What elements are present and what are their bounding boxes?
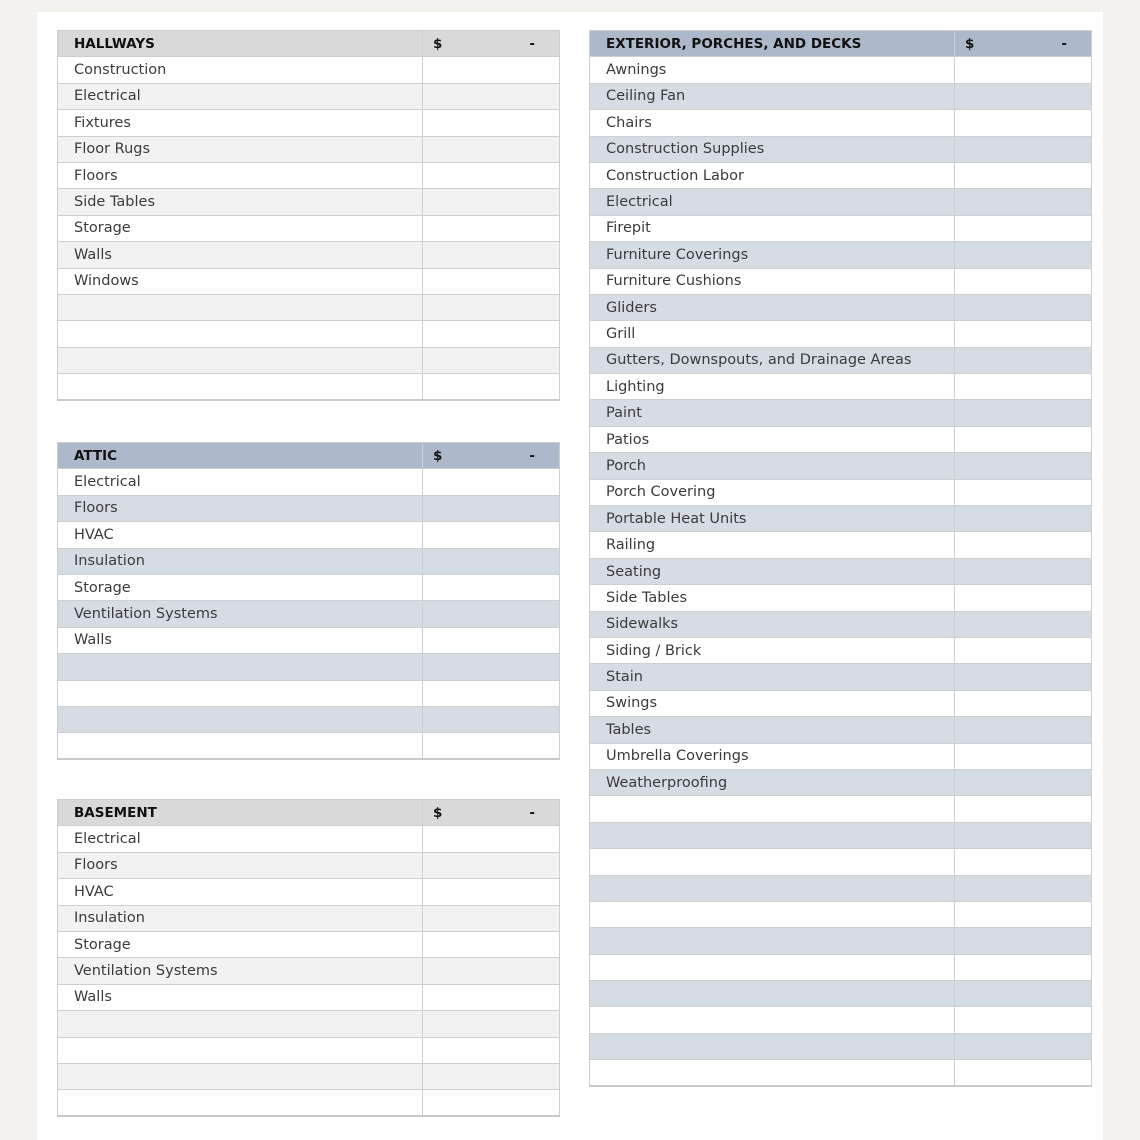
line-item-label[interactable]: HVAC <box>58 879 423 905</box>
line-item-row <box>58 495 560 521</box>
line-item-row <box>590 1033 1092 1059</box>
line-item-label[interactable]: HVAC <box>58 522 423 548</box>
line-item-label[interactable]: Patios <box>590 426 955 452</box>
line-item-row <box>58 548 560 574</box>
line-item-label[interactable]: Ventilation Systems <box>58 601 423 627</box>
line-item-label[interactable] <box>58 733 423 759</box>
line-item-label[interactable] <box>58 1037 423 1063</box>
line-item-row <box>58 347 560 373</box>
line-item-row <box>590 506 1092 532</box>
line-item-row <box>590 242 1092 268</box>
line-item-row <box>590 690 1092 716</box>
line-item-amount-cell[interactable] <box>955 585 1092 611</box>
line-item-row <box>590 532 1092 558</box>
line-item-amount-cell[interactable] <box>955 426 1092 452</box>
line-item-row <box>58 654 560 680</box>
line-item-amount-cell[interactable] <box>955 1060 1092 1086</box>
line-item-row <box>590 1060 1092 1086</box>
line-item-label[interactable]: Portable Heat Units <box>590 506 955 532</box>
line-item-label[interactable]: Siding / Brick <box>590 637 955 663</box>
line-item-row <box>58 374 560 400</box>
line-item-amount-cell[interactable] <box>423 469 560 495</box>
line-item-label[interactable]: Walls <box>58 242 423 268</box>
currency-symbol: $ <box>965 35 975 52</box>
line-item-row <box>590 347 1092 373</box>
line-item-amount-cell[interactable] <box>423 57 560 83</box>
line-item-row <box>590 479 1092 505</box>
line-item-row <box>58 162 560 188</box>
line-item-amount-cell[interactable] <box>955 769 1092 795</box>
line-item-row <box>590 849 1092 875</box>
line-item-label[interactable] <box>590 849 955 875</box>
line-item-amount-cell[interactable] <box>423 1063 560 1089</box>
line-item-label[interactable] <box>58 374 423 400</box>
line-item-amount-cell[interactable] <box>423 654 560 680</box>
line-item-amount-cell[interactable] <box>423 879 560 905</box>
line-item-amount-cell[interactable] <box>423 852 560 878</box>
line-item-row <box>590 162 1092 188</box>
basement-rows <box>58 800 560 1117</box>
line-item-amount-cell[interactable] <box>423 984 560 1010</box>
line-item-amount-cell[interactable] <box>955 822 1092 848</box>
line-item-row <box>590 215 1092 241</box>
line-item-label[interactable] <box>58 294 423 320</box>
line-item-row <box>58 321 560 347</box>
line-item-label[interactable]: Electrical <box>58 826 423 852</box>
line-item-row <box>590 83 1092 109</box>
line-item-amount-cell[interactable] <box>423 374 560 400</box>
line-item-row <box>58 984 560 1010</box>
line-item-amount-cell[interactable] <box>955 796 1092 822</box>
line-item-amount-cell[interactable] <box>955 347 1092 373</box>
line-item-label[interactable]: Floors <box>58 162 423 188</box>
line-item-amount-cell[interactable] <box>423 162 560 188</box>
exterior-rows <box>590 31 1092 1087</box>
line-item-row <box>590 954 1092 980</box>
line-item-amount-cell[interactable] <box>955 664 1092 690</box>
line-item-amount-cell[interactable] <box>423 347 560 373</box>
line-item-row <box>590 57 1092 83</box>
line-item-label[interactable]: Stain <box>590 664 955 690</box>
line-item-row <box>590 268 1092 294</box>
line-item-row <box>590 901 1092 927</box>
line-item-row <box>590 875 1092 901</box>
line-item-amount-cell[interactable] <box>423 733 560 759</box>
line-item-label[interactable]: Storage <box>58 215 423 241</box>
line-item-amount-cell[interactable] <box>423 136 560 162</box>
line-item-amount-cell[interactable] <box>423 548 560 574</box>
line-item-label[interactable]: Side Tables <box>590 585 955 611</box>
line-item-amount-cell[interactable] <box>423 1037 560 1063</box>
line-item-label[interactable]: Ventilation Systems <box>58 958 423 984</box>
line-item-label[interactable]: Swings <box>590 690 955 716</box>
line-item-row <box>58 826 560 852</box>
line-item-row <box>58 680 560 706</box>
line-item-row <box>590 374 1092 400</box>
line-item-label[interactable] <box>58 1090 423 1116</box>
line-item-amount-cell[interactable] <box>955 294 1092 320</box>
line-item-amount-cell[interactable] <box>955 901 1092 927</box>
line-item-row <box>58 905 560 931</box>
line-item-row <box>590 769 1092 795</box>
line-item-label[interactable]: Insulation <box>58 905 423 931</box>
line-item-amount-cell[interactable] <box>423 522 560 548</box>
section-header <box>58 443 560 469</box>
line-item-amount-cell[interactable] <box>955 242 1092 268</box>
line-item-row <box>590 1007 1092 1033</box>
line-item-amount-cell[interactable] <box>423 1090 560 1116</box>
line-item-amount-cell[interactable] <box>423 680 560 706</box>
line-item-amount-cell[interactable] <box>423 294 560 320</box>
line-item-label[interactable]: Ceiling Fan <box>590 83 955 109</box>
line-item-amount-cell[interactable] <box>955 1007 1092 1033</box>
line-item-label[interactable]: Side Tables <box>58 189 423 215</box>
line-item-label[interactable]: Insulation <box>58 548 423 574</box>
line-item-label[interactable]: Floors <box>58 852 423 878</box>
line-item-label[interactable]: Fixtures <box>58 110 423 136</box>
line-item-row <box>590 928 1092 954</box>
line-item-amount-cell[interactable] <box>955 506 1092 532</box>
line-item-label[interactable]: Construction Supplies <box>590 136 955 162</box>
line-item-label[interactable]: Floors <box>58 495 423 521</box>
line-item-amount-cell[interactable] <box>423 495 560 521</box>
line-item-row <box>58 268 560 294</box>
section-header <box>58 800 560 826</box>
line-item-row <box>590 321 1092 347</box>
line-item-row <box>58 242 560 268</box>
line-item-label[interactable]: Gliders <box>590 294 955 320</box>
line-item-label[interactable] <box>58 680 423 706</box>
line-item-amount-cell[interactable] <box>955 532 1092 558</box>
line-item-amount-cell[interactable] <box>955 83 1092 109</box>
line-item-amount-cell[interactable] <box>955 875 1092 901</box>
line-item-row <box>58 1063 560 1089</box>
line-item-label[interactable]: Weatherproofing <box>590 769 955 795</box>
section-total: - <box>529 804 535 821</box>
line-item-label[interactable]: Walls <box>58 984 423 1010</box>
line-item-row <box>58 1037 560 1063</box>
section-header <box>590 31 1092 57</box>
attic-table <box>57 442 560 760</box>
line-item-row <box>58 852 560 878</box>
hallways-table <box>57 30 560 401</box>
line-item-amount-cell[interactable] <box>955 136 1092 162</box>
line-item-amount-cell[interactable] <box>423 627 560 653</box>
line-item-amount-cell[interactable] <box>955 717 1092 743</box>
line-item-label[interactable] <box>58 347 423 373</box>
line-item-label[interactable]: Windows <box>58 268 423 294</box>
line-item-label[interactable]: Seating <box>590 558 955 584</box>
line-item-amount-cell[interactable] <box>955 849 1092 875</box>
hallways-rows <box>58 31 560 400</box>
line-item-amount-cell[interactable] <box>423 905 560 931</box>
line-item-label[interactable] <box>590 954 955 980</box>
section-total-cell[interactable] <box>423 443 560 469</box>
line-item-amount-cell[interactable] <box>423 826 560 852</box>
line-item-label[interactable]: Furniture Cushions <box>590 268 955 294</box>
line-item-label[interactable]: Construction Labor <box>590 162 955 188</box>
section-total-cell[interactable] <box>423 31 560 57</box>
currency-symbol: $ <box>433 447 443 464</box>
line-item-row <box>590 981 1092 1007</box>
line-item-label[interactable]: Furniture Coverings <box>590 242 955 268</box>
line-item-row <box>590 558 1092 584</box>
line-item-amount-cell[interactable] <box>955 637 1092 663</box>
line-item-label[interactable]: Awnings <box>590 57 955 83</box>
line-item-row <box>58 931 560 957</box>
line-item-amount-cell[interactable] <box>955 162 1092 188</box>
line-item-amount-cell[interactable] <box>423 1011 560 1037</box>
line-item-row <box>58 83 560 109</box>
line-item-row <box>58 57 560 83</box>
line-item-row <box>58 215 560 241</box>
line-item-row <box>58 627 560 653</box>
line-item-label[interactable]: Chairs <box>590 110 955 136</box>
line-item-row <box>590 189 1092 215</box>
line-item-label[interactable]: Electrical <box>590 189 955 215</box>
line-item-label[interactable]: Sidewalks <box>590 611 955 637</box>
line-item-amount-cell[interactable] <box>423 601 560 627</box>
line-item-label[interactable] <box>590 1033 955 1059</box>
line-item-row <box>58 136 560 162</box>
line-item-label[interactable]: Umbrella Coverings <box>590 743 955 769</box>
currency-symbol: $ <box>433 35 443 52</box>
section-total-cell[interactable] <box>955 31 1092 57</box>
line-item-row <box>590 400 1092 426</box>
line-item-label[interactable] <box>58 706 423 732</box>
line-item-label[interactable]: Grill <box>590 321 955 347</box>
line-item-row <box>58 1011 560 1037</box>
attic-rows <box>58 443 560 760</box>
exterior-table <box>589 30 1092 1087</box>
line-item-amount-cell[interactable] <box>955 189 1092 215</box>
line-item-amount-cell[interactable] <box>423 242 560 268</box>
currency-symbol: $ <box>433 804 443 821</box>
section-header <box>58 31 560 57</box>
line-item-label[interactable]: Firepit <box>590 215 955 241</box>
line-item-row <box>590 717 1092 743</box>
line-item-label[interactable] <box>58 654 423 680</box>
section-total: - <box>1061 35 1067 52</box>
line-item-label[interactable] <box>58 1063 423 1089</box>
line-item-row <box>58 733 560 759</box>
line-item-label[interactable] <box>590 875 955 901</box>
line-item-row <box>58 706 560 732</box>
line-item-row <box>590 585 1092 611</box>
line-item-amount-cell[interactable] <box>955 453 1092 479</box>
line-item-label[interactable] <box>590 796 955 822</box>
line-item-amount-cell[interactable] <box>423 706 560 732</box>
line-item-label[interactable]: Tables <box>590 717 955 743</box>
line-item-label[interactable] <box>58 1011 423 1037</box>
line-item-amount-cell[interactable] <box>423 574 560 600</box>
section-total-cell[interactable] <box>423 800 560 826</box>
line-item-label[interactable] <box>590 1007 955 1033</box>
line-item-row <box>590 743 1092 769</box>
line-item-row <box>590 822 1092 848</box>
line-item-label[interactable] <box>58 321 423 347</box>
line-item-label[interactable]: Porch Covering <box>590 479 955 505</box>
line-item-row <box>590 426 1092 452</box>
line-item-label[interactable]: Electrical <box>58 83 423 109</box>
line-item-amount-cell[interactable] <box>955 479 1092 505</box>
line-item-label[interactable]: Gutters, Downspouts, and Drainage Areas <box>590 347 955 373</box>
line-item-row <box>590 110 1092 136</box>
line-item-label[interactable]: Walls <box>58 627 423 653</box>
line-item-label[interactable]: Construction <box>58 57 423 83</box>
line-item-amount-cell[interactable] <box>955 690 1092 716</box>
line-item-amount-cell[interactable] <box>955 374 1092 400</box>
line-item-row <box>58 1090 560 1116</box>
line-item-label[interactable] <box>590 901 955 927</box>
line-item-amount-cell[interactable] <box>955 928 1092 954</box>
line-item-row <box>58 469 560 495</box>
line-item-amount-cell[interactable] <box>423 321 560 347</box>
line-item-label[interactable]: Storage <box>58 574 423 600</box>
line-item-amount-cell[interactable] <box>955 110 1092 136</box>
line-item-row <box>590 637 1092 663</box>
line-item-amount-cell[interactable] <box>955 558 1092 584</box>
line-item-amount-cell[interactable] <box>423 110 560 136</box>
line-item-label[interactable] <box>590 981 955 1007</box>
line-item-amount-cell[interactable] <box>955 268 1092 294</box>
line-item-label[interactable]: Storage <box>58 931 423 957</box>
line-item-label[interactable]: Porch <box>590 453 955 479</box>
line-item-row <box>590 453 1092 479</box>
line-item-label[interactable]: Paint <box>590 400 955 426</box>
line-item-row <box>590 664 1092 690</box>
line-item-amount-cell[interactable] <box>955 981 1092 1007</box>
line-item-amount-cell[interactable] <box>423 268 560 294</box>
line-item-amount-cell[interactable] <box>955 743 1092 769</box>
line-item-label[interactable]: Lighting <box>590 374 955 400</box>
line-item-row <box>58 574 560 600</box>
line-item-amount-cell[interactable] <box>423 958 560 984</box>
line-item-row <box>58 958 560 984</box>
line-item-row <box>590 796 1092 822</box>
section-title: HALLWAYS <box>58 31 423 57</box>
line-item-row <box>590 294 1092 320</box>
line-item-label[interactable] <box>590 1060 955 1086</box>
line-item-label[interactable]: Railing <box>590 532 955 558</box>
line-item-amount-cell[interactable] <box>423 189 560 215</box>
line-item-row <box>58 879 560 905</box>
section-title: BASEMENT <box>58 800 423 826</box>
line-item-amount-cell[interactable] <box>955 400 1092 426</box>
line-item-row <box>58 522 560 548</box>
line-item-row <box>58 189 560 215</box>
line-item-row <box>58 110 560 136</box>
line-item-amount-cell[interactable] <box>955 954 1092 980</box>
section-total: - <box>529 35 535 52</box>
line-item-row <box>590 611 1092 637</box>
line-item-label[interactable]: Floor Rugs <box>58 136 423 162</box>
section-title: EXTERIOR, PORCHES, AND DECKS <box>590 31 955 57</box>
line-item-label[interactable] <box>590 928 955 954</box>
line-item-amount-cell[interactable] <box>955 321 1092 347</box>
line-item-amount-cell[interactable] <box>955 215 1092 241</box>
line-item-amount-cell[interactable] <box>423 931 560 957</box>
line-item-amount-cell[interactable] <box>423 83 560 109</box>
line-item-amount-cell[interactable] <box>955 57 1092 83</box>
basement-table <box>57 799 560 1117</box>
line-item-amount-cell[interactable] <box>955 1033 1092 1059</box>
line-item-label[interactable]: Electrical <box>58 469 423 495</box>
line-item-row <box>58 294 560 320</box>
section-total: - <box>529 447 535 464</box>
line-item-amount-cell[interactable] <box>423 215 560 241</box>
section-title: ATTIC <box>58 443 423 469</box>
line-item-row <box>590 136 1092 162</box>
line-item-label[interactable] <box>590 822 955 848</box>
line-item-amount-cell[interactable] <box>955 611 1092 637</box>
line-item-row <box>58 601 560 627</box>
